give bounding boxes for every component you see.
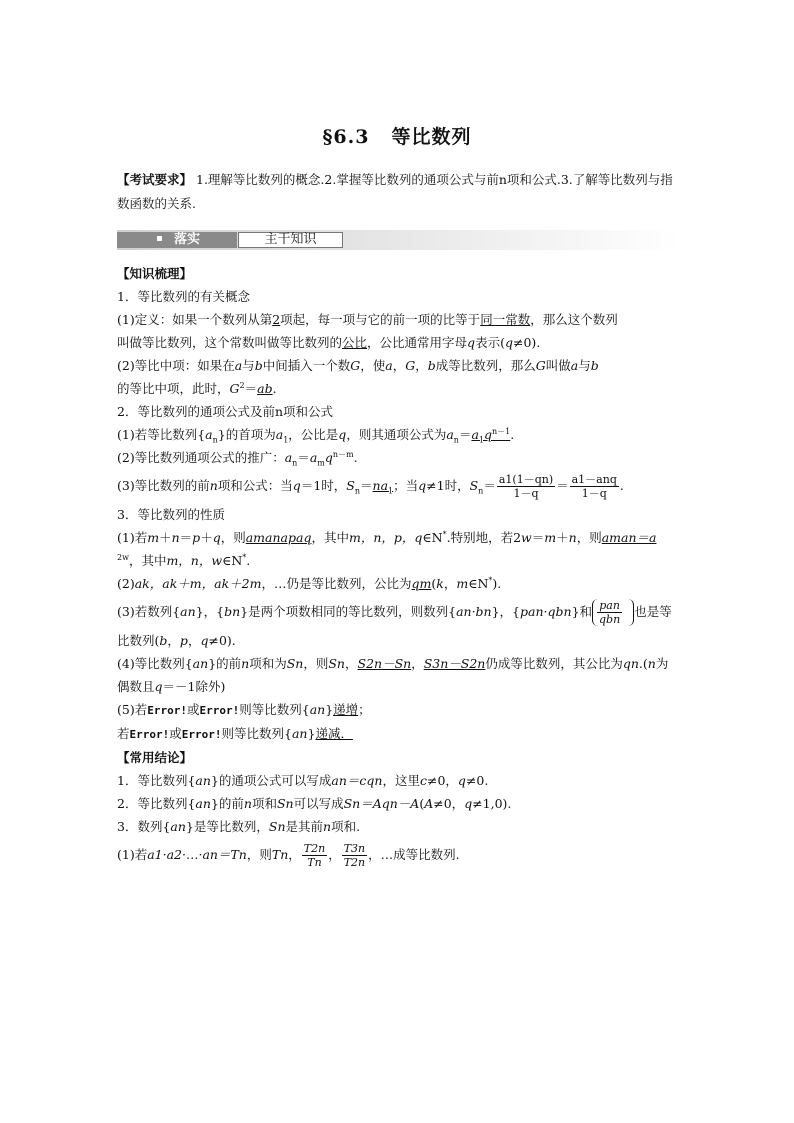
text-c4-g2n: T3n [343,842,366,855]
text-p9-a: (4)等比数列{ [117,656,193,671]
text-c1-b: an [195,773,211,788]
para-property-5 [117,698,679,722]
text-p7-a: (2) [117,576,135,591]
text-p7-g: ， [443,576,457,591]
text-p6-j: amanapaq [245,530,312,545]
text-c2-i: ( [419,796,425,811]
text-c4-b: a1·a2·…·an＝Tn [147,847,247,862]
text-p2-q: 与 [578,358,591,373]
exam-requirements [117,168,679,216]
text-c2-j: A [424,796,434,811]
text-p3-o: q [484,427,493,442]
text-p7-f: k [436,576,444,591]
text-p3-p: n－1 [492,426,511,436]
req-label: 【考试要求】 [117,172,193,187]
conclusion-3-1 [117,838,679,872]
text-p2-k: ， [415,358,428,373]
text-p8-a: (3)若数列{ [117,604,181,619]
fraction-1 [497,473,555,500]
text-p4-c: n [292,458,298,468]
text-p9-f: Sn [286,656,304,671]
text-c2-k: ≠0， [433,796,465,811]
fraction-3 [302,842,327,869]
text-p3-m: a [471,427,479,442]
text-p11-c: 则等比数列{ [221,726,292,741]
text-p9-g: ，则 [303,656,329,671]
text-p6-u: ，则 [576,530,602,545]
text-p5-l: q [418,478,427,493]
topic-3: 3．等比数列的性质 [117,507,225,522]
text-p6-y: ∈N [222,553,243,568]
text-p10-a: (5)若 [117,702,148,717]
text-p6-a: (1)若 [117,530,148,545]
text-p2-g: ，使 [360,358,386,373]
text-p11-f: 递减． [315,726,353,741]
text-c3-g: 项和. [331,819,361,834]
text-p10-f: 递增 [333,702,359,717]
text-p6-s: ＋ [556,530,569,545]
text-p3-k: n [453,435,459,445]
text-p9-n: qn [622,656,639,671]
text-p3-i: ，则其通项公式为 [346,427,447,442]
text-p6-b: m [147,530,160,545]
para-property-2 [117,572,679,595]
text-p9-p: n [647,656,656,671]
para-definition-2 [117,331,679,354]
text-p6-x: m，n，w [166,553,223,568]
fraction-4 [342,842,367,869]
text-c3-f: n [323,819,332,834]
text-c1-g: ≠0， [426,773,458,788]
para-property-5b [117,722,679,746]
text-p4-i: . [353,450,358,465]
text-p1-k: q [504,335,513,350]
text-p9-m: 仍成等比数列，其公比为 [485,656,623,671]
text-p9-e: 项和为 [249,656,287,671]
text-p5-f2n: a1－anq [571,473,617,486]
conclusion-1 [117,769,679,792]
para-general-term-ext [117,446,679,469]
text-p6-end: . [246,553,251,568]
text-p2-p: a [570,358,579,373]
text-p7-h: m [456,576,469,591]
text-c4-g2d: T2n [343,856,366,869]
text-c1-e: ，这里 [382,773,420,788]
text-p2-j: G [405,358,416,373]
text-p8-g: }，{ [491,604,521,619]
para-general-term [117,423,679,446]
para-mean-2 [117,377,679,400]
text-p10-b: 或 [186,702,200,717]
text-p2-l: b [427,358,436,373]
text-p6-c: ＋ [159,530,172,545]
text-p5-f2d: 1－q [581,487,607,500]
text-p2-h: a [385,358,393,373]
text-p6-n: * [442,529,447,539]
text-p7-b: ak，ak＋m，ak＋2m [134,576,262,591]
text-p5-h: ＝ [360,478,373,493]
text-p1-l: ≠0). [512,335,541,350]
text-c1-f: c [419,773,427,788]
text-p3-n: 1 [478,435,484,445]
text-p1-b: 2 [272,312,281,327]
text-p5-r: . [619,478,624,493]
text-p5-b: n [209,478,218,493]
text-p8-b: an [180,604,196,619]
text-p8-h: pan·qbn [520,604,572,619]
text-p9-t: ＝－1除外) [162,679,226,694]
text-p5-i: na [372,478,389,493]
text-c3-b: an [170,819,186,834]
text-p11-err: Error! [181,728,222,741]
text-p8-m: 比数列( [117,633,160,648]
text-p9-i: ， [344,656,358,671]
text-c2-h: Sn＝Aqn－A [343,796,420,811]
para-property-1 [117,526,679,549]
text-p6-g: ＋ [200,530,213,545]
text-c4-g1d: Tn [307,856,322,869]
text-c2-m: ≠1,0). [472,796,512,811]
text-p11-d: an [291,726,308,741]
text-p1-c: 项起，每一项与它的前一项的比等于 [280,312,481,327]
text-c2-a: 2．等比数列{ [117,796,196,811]
text-p2-r: b [590,358,599,373]
text-p6-v: aman＝a [601,530,657,545]
topic-2: 2．等比数列的通项公式及前n项和公式 [117,404,334,419]
text-p11-e: } [307,726,316,741]
text-p1-h: ，公比通常用字母 [367,335,468,350]
text-p5-p: ＝ [483,478,496,493]
text-p2-e: 中间插入一个数 [262,358,351,373]
text-p5-k: ；当 [393,478,419,493]
text-p3-b: a [205,427,213,442]
text-p1-f: 叫做等比数列，这个常数叫做等比数列的 [117,335,343,350]
text-p6-f: p [192,530,201,545]
text-c3-d: Sn [268,819,286,834]
text-p4-e: a [309,450,318,465]
text-c3-e: 是其前 [285,819,324,834]
text-p3-c: n [212,435,218,445]
text-p6-l: m，n，p，q [348,530,423,545]
text-c2-d: n [243,796,252,811]
text-p6-p: w [521,530,532,545]
text-p5-f1n: a1(1－qn) [498,473,554,486]
text-p4-a: (2)等比数列通项公式的推广： [117,450,285,465]
page-title [0,122,794,149]
text-c2-e: 项和 [251,796,277,811]
text-c1-d: an＝cqn [331,773,383,788]
text-p8-n: b [159,633,168,648]
text-p3-f: 1 [283,435,289,445]
text-p11-b: 或 [169,726,182,741]
text-c1-a: 1．等比数列{ [117,773,196,788]
banner-dark [117,232,237,248]
text-p2-c: 与 [242,358,255,373]
para-definition-1 [117,308,679,331]
conclusion-2 [117,792,679,815]
text-p1-j: 表示( [475,335,505,350]
text-p1-d: 同一常数 [480,312,531,327]
text-p10-c: 则等比数列{ [239,702,310,717]
text-p5-c: 项和公式：当 [217,478,293,493]
text-p5-q: ＝ [556,478,569,493]
text-p8-e: }是两个项数相同的等比数列，则数列{ [240,604,457,619]
text-p5-a: (3)等比数列的前 [117,478,210,493]
text-c4-i: ，…成等比数列. [368,847,460,862]
req-text: 1.理解等比数列的概念.2.掌握等比数列的通项公式与前n项和公式.3.了解等比数列与指数函数的关系. [117,172,673,211]
text-p2-t: G [229,381,240,396]
text-p3-q: . [510,427,515,442]
text-p3-g: ，公比是 [288,427,339,442]
text-p4-b: a [284,450,293,465]
text-p9-b: an [192,656,209,671]
text-p6-t: n [568,530,577,545]
text-fragment [597,599,622,626]
text-c4-c: ，则 [246,847,272,862]
text-p1-e: ，那么这个数列 [530,312,618,327]
text-p3-l: ＝ [458,427,472,442]
text-p8-p: p [179,633,188,648]
text-p6-w: ，其中 [128,553,167,568]
text-p8-q: ， [187,633,201,648]
text-p7-d: qm [411,576,432,591]
text-p10-g: ； [358,702,371,717]
text-p8-c: }，{ [195,604,225,619]
text-c2-l: q [464,796,473,811]
text-c4-g1n: T2n [303,842,326,855]
text-p1-i: q [467,335,476,350]
text-p8-d: bn [224,604,241,619]
text-fragment [597,599,622,613]
text-p10-err: Error! [147,704,187,717]
text-p2-n: G [535,358,546,373]
text-p8-j: pan [599,599,620,612]
text-p3-d: }的首项为 [217,427,276,442]
text-p11-a: 若 [117,726,130,741]
text-c4-d: Tn [271,847,289,862]
text-p6-r: m [544,530,557,545]
text-p2-b: a [234,358,243,373]
text-p3-h: q [338,427,347,442]
text-p5-m: ≠1时， [426,478,470,493]
text-p8-s: ≠0). [208,633,236,648]
text-p10-err: Error! [199,704,240,717]
text-p3-j: a [446,427,454,442]
text-c2-g: 可以写成 [293,796,344,811]
text-fragment [471,426,511,445]
para-property-4b [117,675,679,698]
text-fragment [342,842,367,856]
text-p5-f1d: 1－q [513,487,539,500]
text-p6-m: ∈N [422,530,443,545]
text-p5-n: S [469,478,479,493]
text-fragment [302,842,327,856]
text-c2-b: an [195,796,211,811]
text-p7-e: ( [431,576,437,591]
text-p7-k: ). [492,576,502,591]
text-p8-k: qbn [599,613,621,626]
text-p1-a: (1)定义：如果一个数列从第 [117,312,273,327]
text-fragment [597,613,622,626]
text-p2-f: G [350,358,361,373]
text-p1-g: 公比 [342,335,368,350]
text-p9-o: .( [638,656,648,671]
text-p2-v: ＝ [244,381,258,396]
fraction-2 [570,473,619,500]
text-p7-c: ，…仍是等比数列，公比为 [261,576,412,591]
text-p7-j: * [488,575,493,585]
text-p10-e: } [325,702,334,717]
text-p2-a: (2)等比中项：如果在 [117,358,235,373]
text-p9-k: ， [411,656,424,671]
text-p2-o: 叫做 [545,358,571,373]
para-property-1b [117,549,679,572]
text-p11-err: Error! [129,728,170,741]
para-property-3 [117,595,679,629]
conclusion-heading: 【常用结论】 [117,750,193,765]
text-p2-m: 成等比数列，那么 [435,358,536,373]
square-bullet-icon [157,236,162,241]
text-p5-g: n [354,486,360,496]
text-c1-h: q [457,773,466,788]
text-p2-u: 2 [239,380,245,390]
text-p5-f: S [346,478,355,493]
para-sum-formula [117,469,679,503]
section-banner [117,230,679,252]
text-p5-e: ＝1时， [300,478,347,493]
text-p6-d: n [171,530,180,545]
text-c4-h: ， [328,847,341,862]
knowledge-heading: 【知识梳理】 [117,266,193,281]
section-name: 等比数列 [391,126,472,148]
text-c3-a: 3．数列{ [117,819,171,834]
text-p8-i: }和 [571,604,593,619]
text-p6-q: ＝ [531,530,545,545]
text-p2-w: ab [257,381,273,396]
fraction-brace [592,599,634,626]
topic-1: 1．等比数列的有关概念 [117,289,250,304]
content [117,168,679,872]
text-p5-d: q [292,478,301,493]
text-p2-d: b [254,358,263,373]
text-p9-l: S3n－S2n [423,656,486,671]
text-p4-f: m [317,458,325,468]
text-p2-s: 的等比中项，此时， [117,381,230,396]
text-p3-a: (1)若等比数列{ [117,427,206,442]
text-p9-c: }的前 [208,656,242,671]
text-p4-g: q [324,450,333,465]
text-fragment [342,856,367,869]
text-p8-l: 也是等 [634,604,672,619]
text-p2-x: . [272,381,277,396]
text-c2-c: }的前 [210,796,244,811]
text-c1-i: ≠0. [465,773,489,788]
text-p9-j: S2n－Sn [357,656,412,671]
text-p9-d: n [241,656,250,671]
text-p6-k: ，其中 [311,530,349,545]
text-p2-i: ， [392,358,406,373]
text-p9-s: q [154,679,163,694]
text-p6-e: ＝ [179,530,193,545]
text-p8-f: an·bn [456,604,492,619]
text-p5-j: 1 [388,486,394,496]
text-c4-a: (1)若 [117,847,148,862]
conclusion-3 [117,815,679,838]
text-p7-i: ∈N [468,576,489,591]
text-c3-c: }是等比数列， [185,819,269,834]
text-p4-h: n－m [332,449,354,459]
text-fragment [302,856,327,869]
text-p4-d: ＝ [297,450,310,465]
banner-dark-label: 落实 [174,232,201,247]
text-p3-e: a [275,427,284,442]
para-property-3b [117,629,679,652]
text-c4-e: ， [288,847,301,862]
text-fragment [372,478,394,496]
section-number: §6.3 [322,126,370,148]
text-p5-o: n [478,486,484,496]
text-p8-r: q [200,633,209,648]
text-p9-r: 偶数且 [117,679,155,694]
text-p10-d: an [309,702,326,717]
text-p9-q: 为 [655,656,669,671]
text-p9-h: Sn [328,656,345,671]
text-p8-o: ， [167,633,180,648]
text-c2-f: Sn [276,796,294,811]
text-p6-o: .特别地，若2 [446,530,522,545]
text-p6-w2: 2w [117,552,129,562]
text-p6-i: ，则 [220,530,246,545]
text-c1-c: }的通项公式可以写成 [210,773,332,788]
text-p6-z: * [242,552,247,562]
para-mean-1 [117,354,679,377]
text-p6-h: q [212,530,221,545]
banner-light: 主干知识 [238,232,343,248]
para-property-4 [117,652,679,675]
